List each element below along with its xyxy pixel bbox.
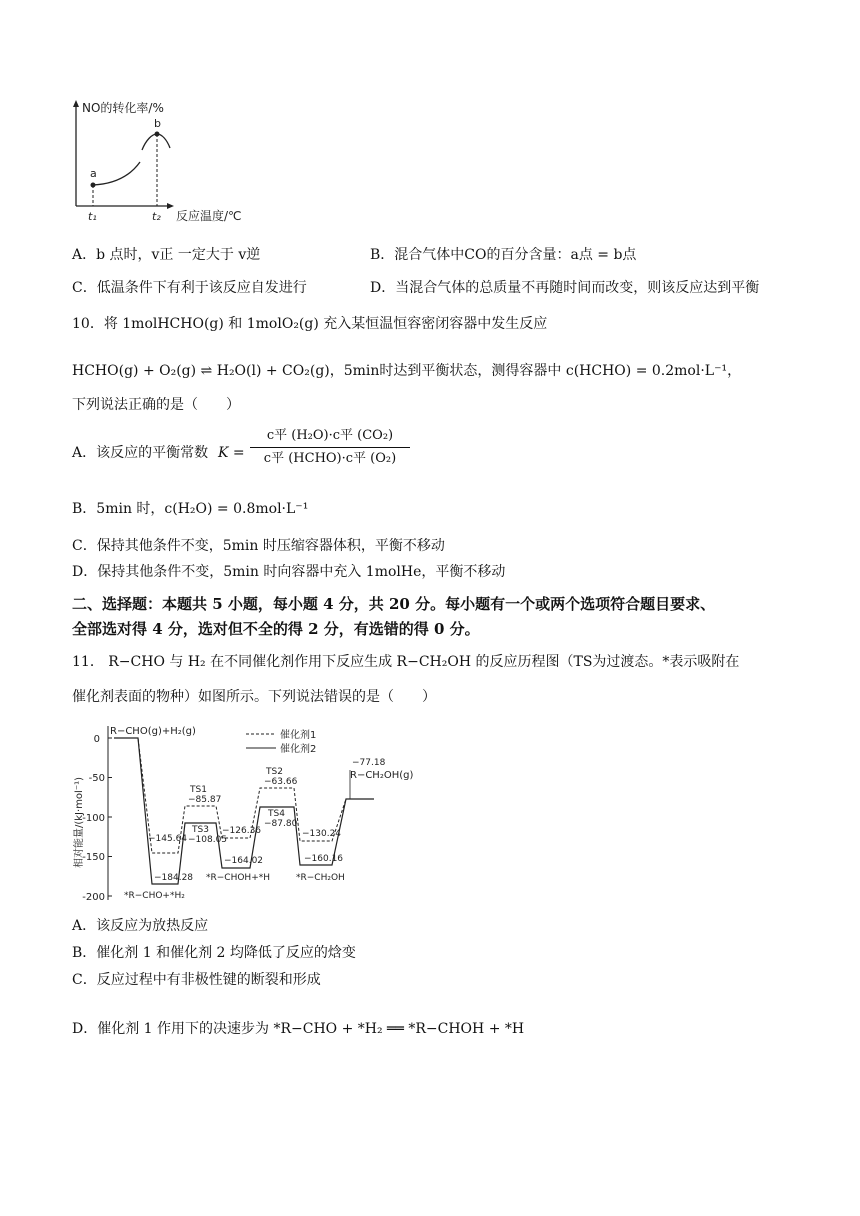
legend-catalyst-1: 催化剂1: [280, 730, 317, 741]
q9-option-d: D．当混合气体的总质量不再随时间而改变，则该反应达到平衡: [370, 280, 760, 296]
section2-heading-line2: 全部选对得 4 分，选对但不全的得 2 分，有选错的得 0 分。: [72, 620, 480, 638]
end-value: −77.18: [352, 758, 386, 768]
q10-option-a-k: K =: [218, 445, 245, 461]
y-axis-label: NO的转化率/%: [82, 101, 164, 115]
x-axis-label: 反应温度/℃: [176, 209, 242, 223]
y-tick: -50: [88, 773, 105, 784]
ts2-value: −63.66: [264, 777, 298, 787]
q9-option-a: A．b 点时，v正 一定大于 v逆: [72, 247, 261, 263]
point-b-label: b: [154, 117, 161, 130]
q11-option-c: C．反应过程中有非极性键的断裂和形成: [72, 972, 321, 988]
conversion-chart: [60, 96, 260, 226]
fraction-numerator: c平 (H₂O)·c平 (CO₂): [266, 428, 394, 443]
int2-cat2-value: −164.02: [224, 856, 264, 866]
energy-profile-diagram: [70, 718, 430, 908]
start-species-label: R−CHO(g)+H₂(g): [110, 726, 196, 737]
y-tick: -150: [82, 852, 105, 863]
y-tick: 0: [93, 734, 100, 745]
q10-option-a-prefix: A．该反应的平衡常数: [72, 445, 209, 461]
q10-option-c: C．保持其他条件不变，5min 时压缩容器体积，平衡不移动: [72, 538, 445, 554]
ts1-value: −85.87: [188, 795, 222, 805]
t2-label: t₂: [152, 210, 161, 223]
q10-stem-line2: HCHO(g) + O₂(g) ⇌ H₂O(l) + CO₂(g)，5min时达到平衡状态，测得容器中 c(HCHO) = 0.2mol·L⁻¹，: [72, 363, 742, 379]
q10-option-d: D．保持其他条件不变，5min 时向容器中充入 1molHe，平衡不移动: [72, 564, 506, 580]
q11-stem-line1: 11． R−CHO 与 H₂ 在不同催化剂作用下反应生成 R−CH₂OH 的反应历程图（TS为过渡态。*表示吸附在: [72, 654, 740, 670]
q11-option-b: B．催化剂 1 和催化剂 2 均降低了反应的焓变: [72, 945, 356, 961]
ts3-value: −108.05: [188, 835, 228, 845]
species-rch2oh: *R−CH₂OH: [296, 873, 345, 883]
fraction-denominator: c平 (HCHO)·c平 (O₂): [263, 451, 397, 466]
q10-option-b: B．5min 时，c(H₂O) = 0.8mol·L⁻¹: [72, 501, 309, 517]
q9-option-c: C．低温条件下有利于该反应自发进行: [72, 280, 307, 296]
species-rchoh-h: *R−CHOH+*H: [206, 873, 271, 883]
ts2-label: TS2: [266, 767, 283, 777]
q9-option-b: B．混合气体中CO的百分含量：a点 = b点: [370, 247, 637, 263]
q11-option-d: D．催化剂 1 作用下的决速步为 *R−CHO + *H₂ ══ *R−CHOH + *H: [72, 1021, 525, 1037]
y-axis-label: 相对能量/(kJ·mol⁻¹): [74, 776, 85, 868]
end-species-label: R−CH₂OH(g): [350, 770, 414, 781]
q11-stem-line2: 催化剂表面的物种）如图所示。下列说法错误的是（ ）: [72, 689, 436, 705]
int1-cat1-value: −145.64: [148, 834, 188, 844]
ts4-value: −87.80: [264, 819, 298, 829]
species-rcho-h2: *R−CHO+*H₂: [124, 891, 185, 901]
q10-stem-line3: 下列说法正确的是（ ）: [72, 397, 240, 413]
legend-catalyst-2: 催化剂2: [280, 744, 317, 755]
ts3-label: TS3: [192, 825, 209, 835]
t1-label: t₁: [88, 210, 97, 223]
q10-stem-line1: 10．将 1molHCHO(g) 和 1molO₂(g) 充入某恒温恒容密闭容器中发生反应: [72, 316, 548, 332]
point-a-label: a: [90, 167, 97, 180]
ts1-label: TS1: [190, 785, 207, 795]
q10-option-a-fraction: [250, 426, 410, 469]
int1-cat2-value: −184.28: [154, 873, 194, 883]
section2-heading-line1: 二、选择题：本题共 5 小题，每小题 4 分，共 20 分。每小题有一个或两个选项符合题目要求、: [72, 595, 716, 613]
int3-cat1-value: −130.24: [302, 829, 342, 839]
int3-cat2-value: −160.16: [304, 854, 344, 864]
ts4-label: TS4: [268, 809, 285, 819]
int2-cat1-value: −126.36: [222, 826, 262, 836]
y-tick: -200: [82, 892, 105, 903]
q11-option-a: A．该反应为放热反应: [72, 918, 209, 934]
y-tick: -100: [82, 813, 105, 824]
